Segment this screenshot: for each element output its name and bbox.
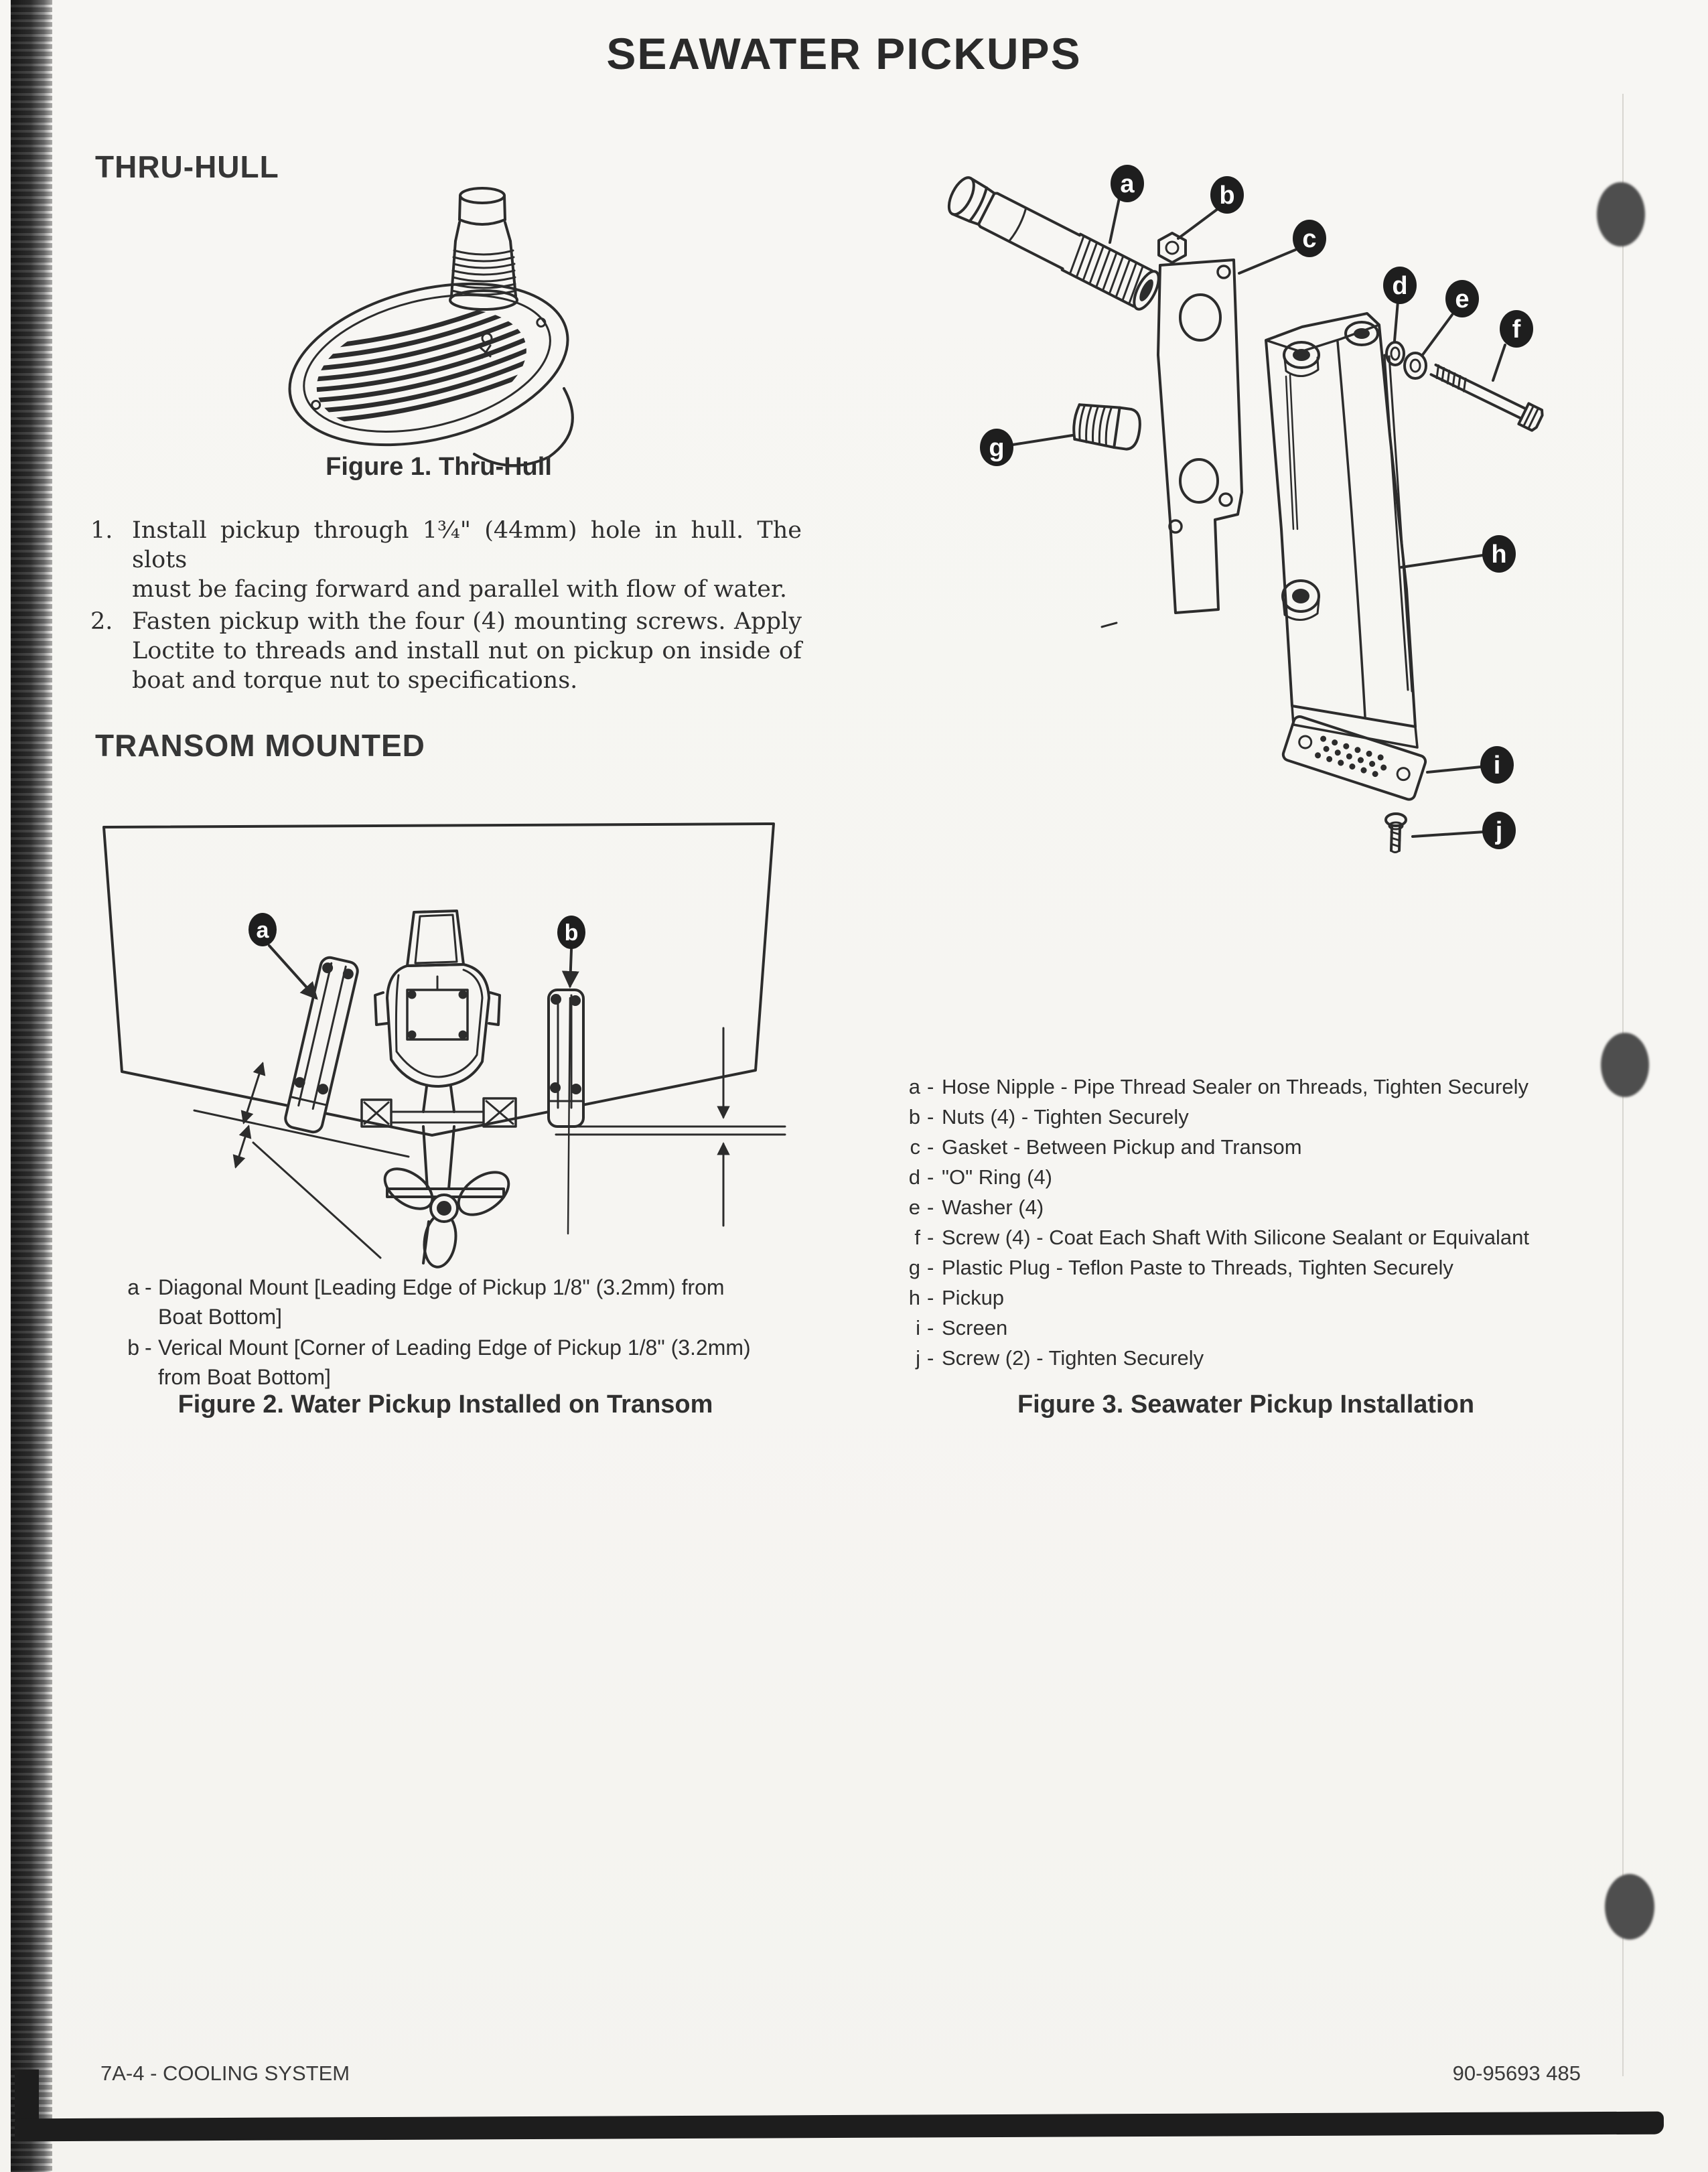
callout-e-letter: e <box>1455 285 1470 313</box>
figure1-caption: Figure 1. Thru-Hull <box>326 453 552 481</box>
part-row <box>898 1313 1597 1343</box>
note-text-line: from Boat Bottom] <box>158 1365 331 1389</box>
scan-artifact-blob <box>1601 1033 1649 1097</box>
part-letter: j <box>916 1346 920 1370</box>
part-text: Washer (4) <box>942 1196 1044 1219</box>
callout-g-letter: g <box>989 434 1005 462</box>
part-row <box>898 1222 1597 1252</box>
step-text-line: Fasten pickup with the four (4) mounting screws. Apply <box>132 608 802 635</box>
vertical-pickup <box>549 990 583 1127</box>
part-text: Screen <box>942 1316 1008 1340</box>
part-letter: f <box>914 1226 920 1249</box>
part-letter: c <box>910 1135 920 1159</box>
part-dash: - <box>927 1196 934 1219</box>
callout-d-letter: d <box>1392 272 1408 300</box>
part-letter: g <box>908 1256 920 1279</box>
callout-b-letter: b <box>564 920 579 946</box>
binding-spine-artifact <box>11 0 52 2172</box>
part-text: Hose Nipple - Pipe Thread Sealer on Threads, Tighten Securely <box>942 1075 1528 1098</box>
step-1 <box>90 516 802 604</box>
part-dash: - <box>927 1226 934 1249</box>
part-text: Nuts (4) - Tighten Securely <box>942 1105 1189 1129</box>
part-letter: d <box>908 1165 920 1189</box>
note-letter: a <box>127 1275 139 1299</box>
part-row <box>898 1192 1597 1222</box>
step-2 <box>90 607 802 695</box>
part-row <box>898 1162 1597 1192</box>
figure3-caption: Figure 3. Seawater Pickup Installation <box>1017 1390 1475 1419</box>
bottom-rule-bar <box>15 2112 1664 2142</box>
part-row <box>898 1283 1597 1313</box>
diagonal-pickup <box>283 956 359 1134</box>
scan-artifact-blob <box>1597 182 1645 246</box>
part-row <box>898 1102 1597 1132</box>
part-dash: - <box>927 1075 934 1098</box>
step-text-line: must be facing forward and parallel with flow of water. <box>132 576 788 603</box>
callout-b-letter: b <box>1219 182 1235 210</box>
page-title: SEAWATER PICKUPS <box>606 29 1082 78</box>
part-text: "O" Ring (4) <box>942 1165 1052 1189</box>
figure3-exploded-drawing <box>891 154 1567 1005</box>
part-letter: e <box>908 1196 920 1219</box>
note-text-line: Boat Bottom] <box>158 1305 282 1329</box>
part-dash: - <box>927 1316 934 1340</box>
part-row <box>898 1252 1597 1283</box>
part-text: Screw (2) - Tighten Securely <box>942 1346 1204 1370</box>
part-text: Screw (4) - Coat Each Shaft With Silicone Sealant or Equivalant <box>942 1226 1530 1249</box>
part-dash: - <box>927 1346 934 1370</box>
note-text-line: Verical Mount [Corner of Leading Edge of Pickup 1/8" (3.2mm) <box>158 1335 751 1360</box>
part-letter: b <box>908 1105 920 1129</box>
note-letter: b <box>127 1335 139 1360</box>
section-heading-thru-hull: THRU-HULL <box>95 149 279 184</box>
part-row <box>898 1072 1597 1102</box>
figure1-thru-hull-drawing <box>261 175 596 450</box>
part-row <box>898 1343 1597 1373</box>
part-letter: h <box>908 1286 920 1309</box>
part-letter: a <box>908 1075 920 1098</box>
part-row <box>898 1132 1597 1162</box>
figure3-parts-list <box>898 1072 1597 1373</box>
step-text-line: boat and torque nut to specifications. <box>132 667 578 694</box>
note-dash: - <box>145 1335 152 1360</box>
part-text: Gasket - Between Pickup and Transom <box>942 1135 1302 1159</box>
part-dash: - <box>927 1105 934 1129</box>
scan-artifact-blob <box>1605 1874 1654 1940</box>
figure2-notes <box>115 1273 792 1393</box>
step-number: 1. <box>90 517 113 544</box>
part-dash: - <box>927 1165 934 1189</box>
note-text-line: Diagonal Mount [Leading Edge of Pickup 1/8" (3.2mm) from <box>158 1275 725 1299</box>
step-number: 2. <box>90 608 113 635</box>
callout-a-letter: a <box>256 918 269 943</box>
note-a <box>115 1273 792 1331</box>
figure2-caption: Figure 2. Water Pickup Installed on Transom <box>177 1390 713 1419</box>
callout-h-letter: h <box>1491 540 1507 569</box>
install-steps <box>90 516 802 698</box>
part-letter: i <box>916 1316 920 1340</box>
footer-doc-number: 90-95693 485 <box>1452 2061 1581 2085</box>
step-text-line: Install pickup through 1¾" (44mm) hole in hull. The slots <box>132 517 802 573</box>
part-dash: - <box>927 1286 934 1309</box>
step-text-line: Loctite to threads and install nut on pickup on inside of <box>132 638 802 664</box>
part-dash: - <box>927 1256 934 1279</box>
part-text: Pickup <box>942 1286 1005 1309</box>
part-dash: - <box>927 1135 934 1159</box>
note-dash: - <box>145 1275 152 1299</box>
callout-a-letter: a <box>1120 170 1135 198</box>
callout-j-letter: j <box>1495 817 1503 845</box>
footer-page-label: 7A-4 - COOLING SYSTEM <box>100 2061 350 2085</box>
section-heading-transom: TRANSOM MOUNTED <box>95 728 425 763</box>
part-text: Plastic Plug - Teflon Paste to Threads, Tighten Securely <box>942 1256 1453 1279</box>
callout-c-letter: c <box>1302 225 1317 253</box>
callout-f-letter: f <box>1512 315 1521 344</box>
callout-i-letter: i <box>1493 751 1501 780</box>
note-b <box>115 1333 792 1392</box>
figure2-transom-drawing <box>94 797 790 1273</box>
